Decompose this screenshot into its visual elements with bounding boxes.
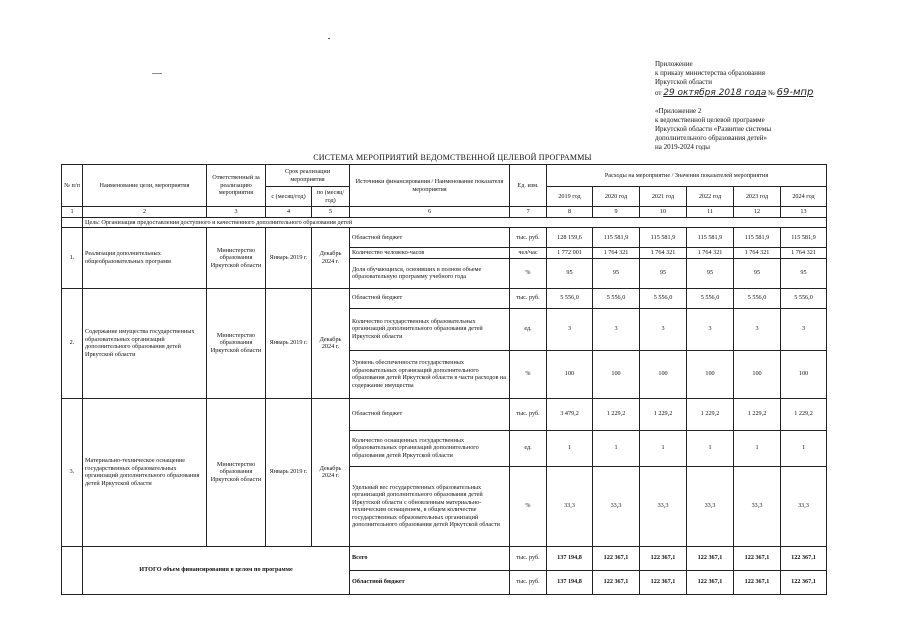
unit-cell: тыс. руб. [510,228,547,248]
header-year: 2022 год [687,187,734,207]
goal-row-num [62,217,83,228]
column-number: 3 [207,207,266,218]
total-source-label: Областной бюджет [350,570,510,594]
event-responsible: Министерство образования Иркутской области [207,398,266,546]
header-from: с (месяц/год) [266,187,312,207]
header-num: № п/п [62,165,83,207]
total-value-cell: 122 367,1 [734,546,781,570]
value-cell: 100 [593,350,640,398]
value-cell: 5 556,0 [687,288,734,308]
header-line: к приказу министерства образования [655,69,766,77]
value-cell: 115 581,9 [640,228,687,248]
value-cell: 95 [593,258,640,288]
total-value-cell: 122 367,1 [640,546,687,570]
unit-cell: тыс. руб. [510,288,547,308]
from-label: от [655,89,662,97]
approval-header [655,60,813,152]
source-label: Областной бюджет [350,398,510,430]
handwritten-date: 29 октября 2018 года [663,88,767,98]
header-line: на 2019-2024 годы [655,143,710,151]
value-cell: 95 [640,258,687,288]
total-value-cell: 122 367,1 [687,570,734,594]
indicator-label: Уровень обеспеченности государственных образовательных организаций дополнительного образования детей Иркутской области в части расходов на содержание имущества [350,350,510,398]
value-cell: 1 [593,430,640,466]
value-cell: 115 581,9 [734,228,781,248]
event-number: 2. [62,288,83,398]
event-number: 3. [62,398,83,546]
column-number: 11 [687,207,734,218]
goal-row: Цель: Организация предоставления доступного и качественного дополнительного образования детей [83,217,827,228]
source-label: Областной бюджет [350,288,510,308]
header-unit: Ед. изм. [510,165,547,207]
header-year: 2024 год [781,187,827,207]
column-number: 4 [266,207,312,218]
total-value-cell: 122 367,1 [640,570,687,594]
event-start: Январь 2019 г. [266,398,312,546]
value-cell: 5 556,0 [781,288,827,308]
header-line: Иркутской области [655,78,713,86]
value-cell: 1 229,2 [687,398,734,430]
column-number: 13 [781,207,827,218]
value-cell: 33,3 [593,466,640,546]
unit-cell: чел/час [510,248,547,259]
value-cell: 100 [781,350,827,398]
document-title: СИСТЕМА МЕРОПРИЯТИЙ ВЕДОМСТВЕННОЙ ЦЕЛЕВОЙ ПРОГРАММЫ [313,153,592,162]
indicator-label: Количество государственных образовательных организаций дополнительного образования детей Иркутской области [350,308,510,350]
value-cell: 5 556,0 [640,288,687,308]
value-cell: 1 764 321 [593,248,640,259]
value-cell: 95 [734,258,781,288]
event-end: Декабрь 2024 г. [312,398,350,546]
header-to: по (месяц/год) [312,187,350,207]
measures-table [61,164,827,595]
total-source-label: Всего [350,546,510,570]
value-cell: 5 556,0 [547,288,593,308]
event-name: Материально-техническое оснащение государственных образовательных организаций дополнительного образования детей Иркутской области [83,398,207,546]
header-expenses: Расходы на мероприятие / Значения показателей мероприятия [547,165,827,187]
event-end: Декабрь 2024 г. [312,228,350,289]
value-cell: 5 556,0 [734,288,781,308]
header-year: 2020 год [593,187,640,207]
event-end: Декабрь 2024 г. [312,288,350,398]
value-cell: 115 581,9 [593,228,640,248]
value-cell: 3 479,2 [547,398,593,430]
source-label: Областной бюджет [350,228,510,248]
header-year: 2019 год [547,187,593,207]
header-term: Срок реализации мероприятия [266,165,350,187]
event-start: Январь 2019 г. [266,228,312,289]
value-cell: 3 [687,308,734,350]
unit-cell: % [510,466,547,546]
event-name: Содержание имущества государственных образовательных организаций дополнительного образования детей Иркутской области [83,288,207,398]
value-cell: 95 [781,258,827,288]
value-cell: 100 [734,350,781,398]
event-responsible: Министерство образования Иркутской области [207,228,266,289]
indicator-label: Количество человеко-часов [350,248,510,259]
value-cell: 33,3 [640,466,687,546]
column-number: 9 [593,207,640,218]
value-cell: 33,3 [687,466,734,546]
number-label: № [768,89,775,97]
unit-cell: ед. [510,308,547,350]
value-cell: 128 159,6 [547,228,593,248]
value-cell: 1 764 321 [781,248,827,259]
unit-cell: тыс. руб. [510,570,547,594]
header-line: Приложение [655,60,693,68]
value-cell: 5 556,0 [593,288,640,308]
value-cell: 95 [687,258,734,288]
value-cell: 115 581,9 [687,228,734,248]
header-responsible: Ответственный за реализацию мероприятия [207,165,266,207]
value-cell: 33,3 [734,466,781,546]
value-cell: 1 229,2 [781,398,827,430]
header-name: Наименование цели, мероприятия [83,165,207,207]
unit-cell: % [510,258,547,288]
value-cell: 100 [687,350,734,398]
total-num [62,546,83,594]
column-number: 1 [62,207,83,218]
value-cell: 95 [547,258,593,288]
total-value-cell: 122 367,1 [734,570,781,594]
order-date-line [655,88,813,98]
total-value-cell: 137 194,8 [547,570,593,594]
value-cell: 33,3 [547,466,593,546]
value-cell: 1 764 321 [734,248,781,259]
value-cell: 1 229,2 [734,398,781,430]
total-label: ИТОГО объем финансирования в целом по программе [83,546,350,594]
value-cell: 3 [547,308,593,350]
value-cell: 3 [640,308,687,350]
value-cell: 3 [781,308,827,350]
column-number: 10 [640,207,687,218]
unit-cell: % [510,350,547,398]
value-cell: 33,3 [781,466,827,546]
unit-cell: ед. [510,430,547,466]
value-cell: 3 [593,308,640,350]
scan-speck [152,73,162,74]
header-line: Иркутской области «Развитие системы [655,125,772,133]
handwritten-number: 69-мпр [776,87,814,98]
header-line: дополнительного образования детей» [655,134,767,142]
column-number: 6 [350,207,510,218]
event-responsible: Министерство образования Иркутской области [207,288,266,398]
value-cell: 1 [547,430,593,466]
unit-cell: тыс. руб. [510,546,547,570]
header-line: к ведомственной целевой программе [655,116,765,124]
value-cell: 100 [547,350,593,398]
value-cell: 1 [640,430,687,466]
value-cell: 1 772 001 [547,248,593,259]
total-value-cell: 122 367,1 [593,570,640,594]
value-cell: 1 [687,430,734,466]
scan-speck [328,38,330,39]
value-cell: 1 229,2 [593,398,640,430]
indicator-label: Доля обучающихся, освоивших в полном объеме образовательную программу учебного года [350,258,510,288]
event-name: Реализация дополнительных общеобразовательных программ [83,228,207,289]
column-number: 7 [510,207,547,218]
total-value-cell: 122 367,1 [781,570,827,594]
header-year: 2023 год [734,187,781,207]
value-cell: 1 229,2 [640,398,687,430]
column-number: 5 [312,207,350,218]
total-value-cell: 122 367,1 [687,546,734,570]
value-cell: 1 764 321 [687,248,734,259]
indicator-label: Удельный вес государственных образовательных организаций дополнительного образования детей Иркутской области с обновленным материально-техническим оснащением, в общем количестве государственных образовательных организаций дополнительного образования детей Иркутской области [350,466,510,546]
value-cell: 1 764 321 [640,248,687,259]
column-number: 2 [83,207,207,218]
value-cell: 1 [781,430,827,466]
value-cell: 3 [734,308,781,350]
event-number: 1. [62,228,83,289]
value-cell: 115 581,9 [781,228,827,248]
event-start: Январь 2019 г. [266,288,312,398]
total-value-cell: 137 194,8 [547,546,593,570]
total-value-cell: 122 367,1 [781,546,827,570]
total-value-cell: 122 367,1 [593,546,640,570]
column-number: 12 [734,207,781,218]
unit-cell: тыс. руб. [510,398,547,430]
header-source: Источники финансирования / Наименование показателя мероприятия [350,165,510,207]
header-line: «Приложение 2 [655,107,702,115]
value-cell: 100 [640,350,687,398]
indicator-label: Количество оснащенных государственных образовательных организаций дополнительного образования детей Иркутской области [350,430,510,466]
value-cell: 1 [734,430,781,466]
header-year: 2021 год [640,187,687,207]
column-number: 8 [547,207,593,218]
